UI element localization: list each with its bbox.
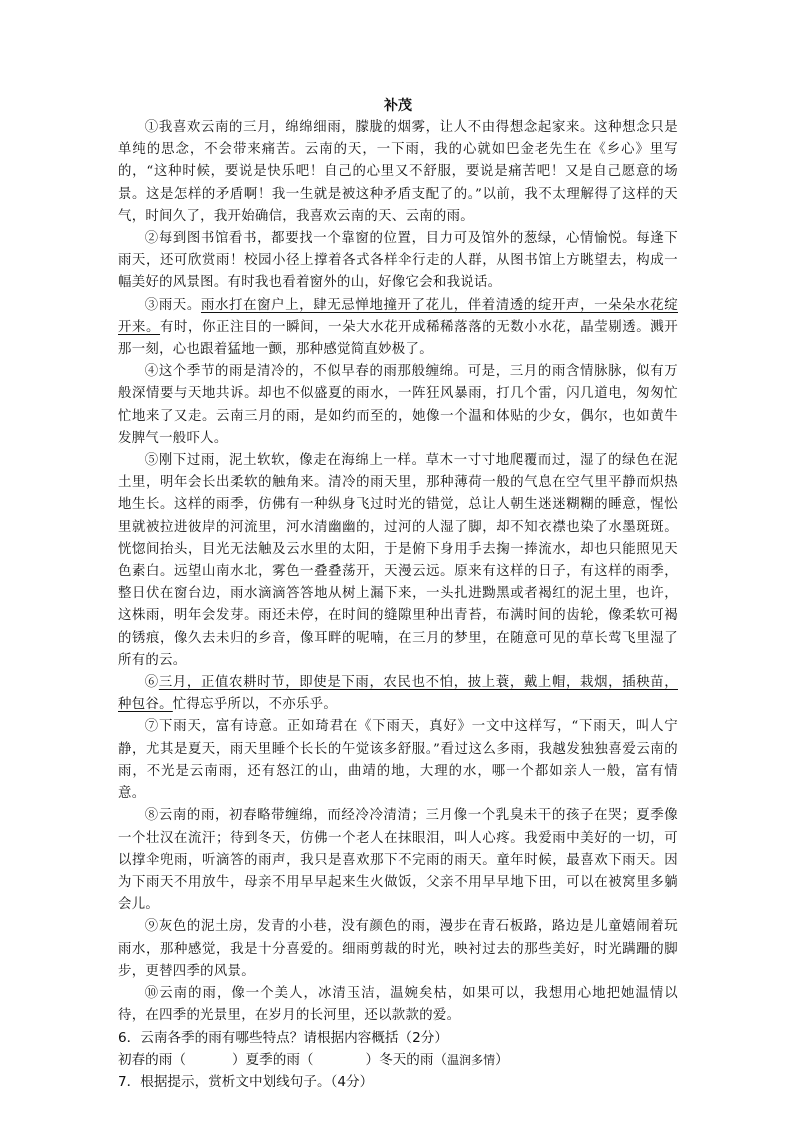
fill-summer-label: ）夏季的雨（ (231, 1052, 314, 1069)
paragraph-3-lead: ③雨天。 (144, 297, 201, 313)
paragraph-3-rest: 有时，你正注目的一瞬间，一朵大水花开成稀稀落落的无数小水花，晶莹剔透。溅开那一刻，心也跟着猛地一颤，那种感觉简直妙极了。 (118, 319, 678, 358)
question-6: 6．云南各季的雨有哪些特点？请根据内容概括（2分） (118, 1030, 448, 1047)
question-6-fill (118, 1049, 678, 1071)
paragraph-6-rest: 忙得忘乎所以，不亦乐乎。 (172, 697, 338, 713)
fill-winter-answer: 温润多情 (447, 1053, 496, 1068)
fill-winter-label: ）冬天的雨（ (365, 1052, 448, 1069)
paragraph-3 (118, 295, 678, 362)
paragraph-6-lead: ⑥ (144, 675, 159, 691)
question-7: 7．根据提示，赏析文中划线句子。（4分） (118, 1074, 374, 1091)
paragraph-9: ⑨灰色的泥土房，发青的小巷，没有颜色的雨，漫步在青石板路，路边是儿童嬉闹着玩雨水，那种感觉，我是十分喜爱的。细雨剪裁的时光，映衬过去的那些美好，时光蹒跚的脚步，更替四季的风景。 (118, 919, 678, 979)
paragraph-7: ⑦下雨天，富有诗意。正如琦君在《下雨天，真好》一文中这样写，“下雨天，叫人宁静，尤其是夏天，雨天里睡个长长的午觉该多舒服。”看过这么多雨，我越发独独喜爱云南的雨，不光是云南雨，还有怒江的山，曲靖的地，大理的水，哪一个都如亲人一般，富有情意。 (118, 719, 678, 802)
underlined-sentence-1: 雨水打在窗户上，肆无忌惮地撞开了花儿，伴着清透的绽开声，一朵朵水花绽开来。 (118, 297, 678, 335)
underlined-sentence-2: 三月，正值农耕时节，即使是下雨，农民也不怕，披上蓑，戴上帽，栽烟，插秧苗，种包谷。 (118, 675, 678, 713)
document-page (118, 96, 678, 1093)
paragraph-8: ⑧云南的雨，初春略带缠绵，而经冷冷清清；三月像一个乳臭未干的孩子在哭；夏季像一个壮汉在流汗；待到冬天，仿佛一个老人在抹眼泪，叫人心疼。我爱雨中美好的一切，可以撑伞兜雨，听滴答的雨声，我只是喜欢那下不完雨的雨天。童年时候，最喜欢下雨天。因为下雨天不用放牛，母亲不用早早起来生火做饭，父亲不用早早地下田，可以在被窝里多躺会儿。 (118, 808, 678, 913)
fill-spring-label: 初春的雨（ (118, 1052, 186, 1069)
paragraph-2: ②每到图书馆看书，都要找一个靠窗的位置，目力可及馆外的葱绿，心情愉悦。每逢下雨天，还可欣赏雨！校园小径上撑着各式各样伞行走的人群，从图书馆上方眺望去，构成一幅美好的风景图。有时我也看着窗外的山，好像它会和我说话。 (118, 231, 678, 291)
paragraph-5: ⑤刚下过雨，泥土软软，像走在海绵上一样。草木一寸寸地爬覆而过，湿了的绿色在泥土里，明年会长出柔软的触角来。清冷的雨天里，那种薄荷一般的气息在空气里平静而炽热地生长。这样的雨季，仿佛有一种纵身飞过时光的错觉，总让人朝生迷迷糊糊的睡意，惺忪里就被拉进彼岸的河流里，河水清幽幽的，过河的人湿了脚，却不知衣襟也染了水墨斑斑。恍惚间抬头，目光无法触及云水里的太阳，于是俯下身用手去掬一捧流水，却也只能照见天色素白。远望山南水北，雾色一叠叠荡开，天漫云远。原来有这样的日子，有这样的雨季，整日伏在窗台边，雨水滴滴答答地从树上漏下来，一头扎进黝黑或者褐红的泥土里，也许，这株雨，明年会发芽。雨还未停，在时间的缝隙里种出青苔，布满时间的齿轮，像柔软可褐的锈痕，像久去未归的乡音，像耳畔的呢喃，在三月的梦里，在随意可见的草长莺飞里湿了所有的云。 (118, 453, 678, 668)
article-title: 补茂 (384, 98, 412, 114)
paragraph-6 (118, 672, 678, 716)
fill-close: ） (495, 1052, 509, 1069)
paragraph-10: ⑩云南的雨，像一个美人，冰清玉洁，温婉矣枯，如果可以，我想用心地把她温情以待，在四季的光景里，在岁月的长河里，还以款款的爱。 (118, 985, 678, 1024)
paragraph-4: ④这个季节的雨是清冷的，不似早春的雨那般缠绵。可是，三月的雨含情脉脉，似有万般深情要与天地共诉。却也不似盛夏的雨水，一阵狂风暴雨，打几个雷，闪几道电，匆匆忙忙地来了又走。云南三月的雨，是如约而至的，她像一个温和体贴的少女，偶尔，也如黄牛发脾气一般吓人。 (118, 364, 678, 446)
paragraph-1: ①我喜欢云南的三月，绵绵细雨，朦胧的烟雾，让人不由得想念起家来。这种想念只是单纯的思念，不会带来痛苦。云南的天，一下雨，我的心就如巴金老先生在《乡心》里写的，“这种时候，要说是快乐吧！自己的心里又不舒服，要说是痛苦吧！又是自己愿意的场景。这是怎样的矛盾啊！我一生就是被这种矛盾支配了的。”以前，我不太理解得了这样的天气，时间久了，我开始确信，我喜欢云南的天、云南的雨。 (118, 120, 678, 224)
